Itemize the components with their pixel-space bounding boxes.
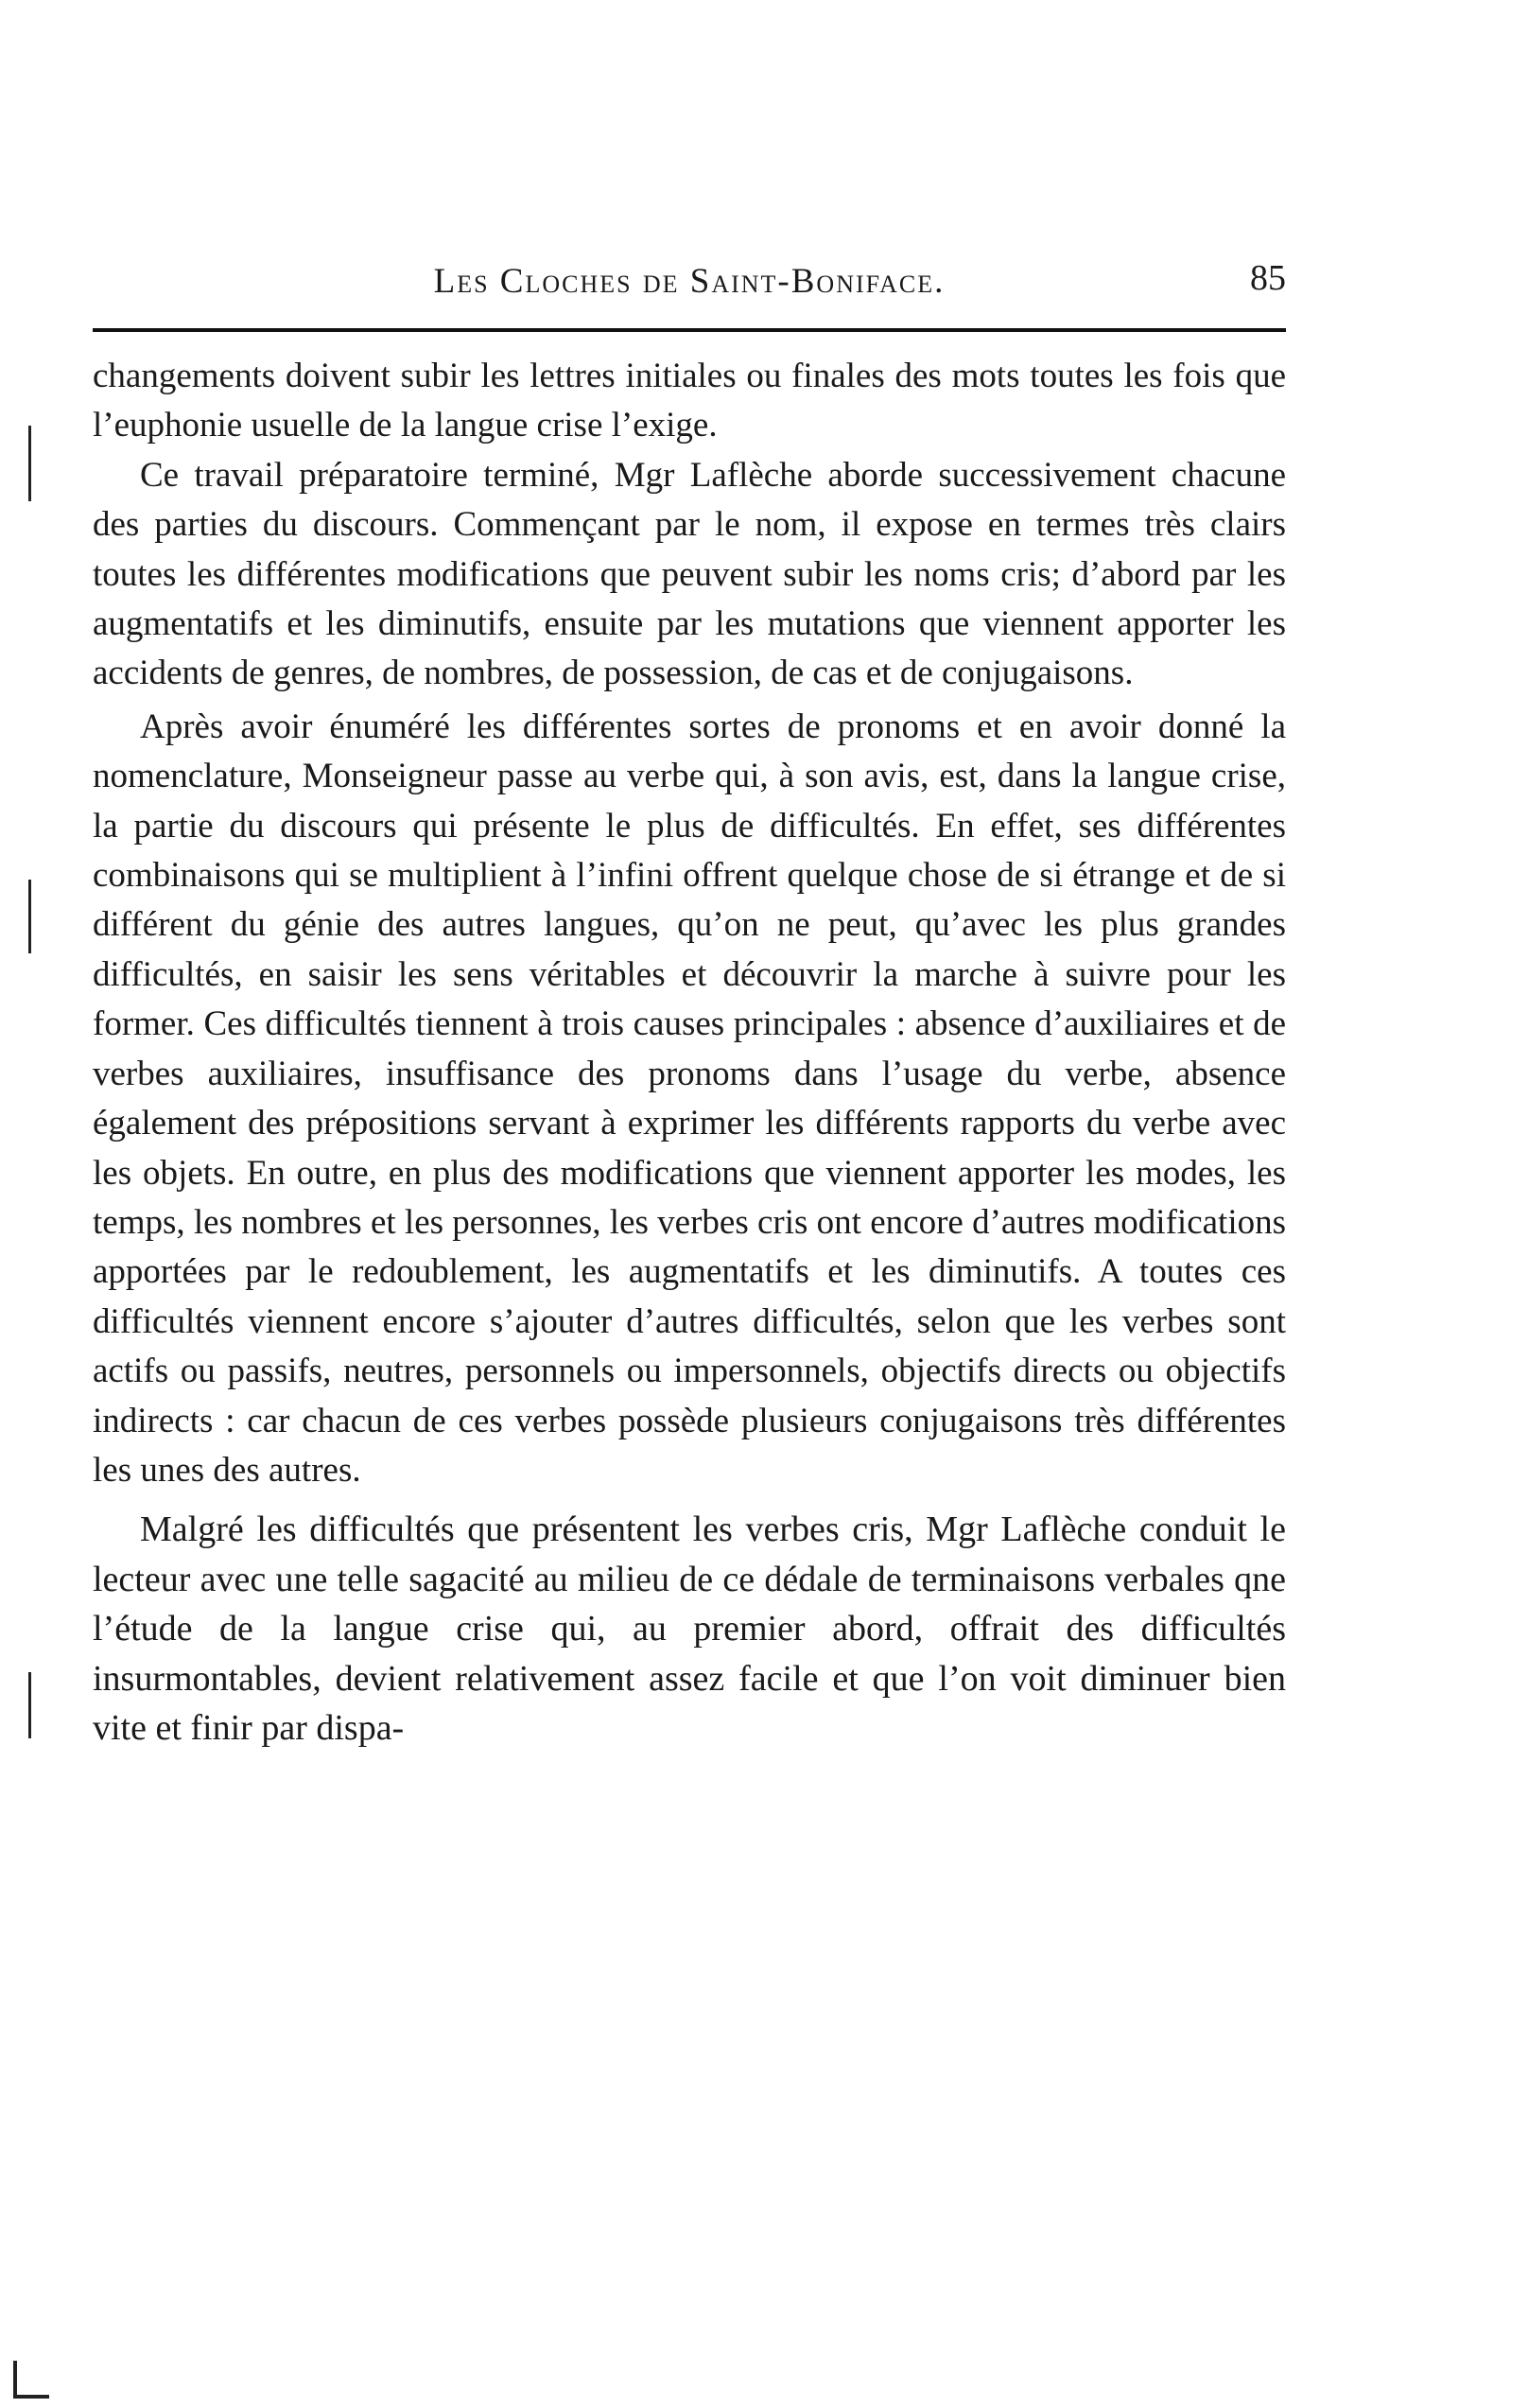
paragraph: Ce travail préparatoire terminé, Mgr Laflèche aborde successivement chacune des parties du discours. Commençant par le nom, il expose en termes très clairs toutes les différentes modifications que peuvent subir les noms cris; d’abord par les augmentatifs et les diminutifs, ensuite par les mutations que viennent apporter les accidents de genres, de nombres, de possession, de cas et de conjugaisons. xyxy=(93,455,1286,693)
page-header xyxy=(93,253,1286,314)
page-number: 85 xyxy=(1250,258,1286,298)
paragraph-continued: changements doivent subir les lettres initiales ou finales des mots toutes les fois que l’euphonie usuelle de la langue crise l’exige. xyxy=(93,357,1286,445)
margin-mark xyxy=(28,426,31,501)
corner-mark xyxy=(13,2395,49,2399)
header-rule xyxy=(93,328,1286,332)
body-text xyxy=(93,352,1286,1753)
paragraph: Après avoir énuméré les différentes sortes de pronoms et en avoir donné la nomenclature, Monseigneur passe au verbe qui, à son avis, est, dans la langue crise, la partie du discours qui présente le plus de difficultés. En effet, ses différentes combinaisons qui se multiplient à l’infini offrent quelque chose de si étrange et de si différent du génie des autres langues, qu’on ne peut, qu’avec les plus grandes difficultés, en saisir les sens véritables et découvrir la marche à suivre pour les former. Ces difficultés tiennent à trois causes principales : absence d’auxiliaires et de verbes auxiliaires, insuffisance des pronoms dans l’usage du verbe, absence également des prépositions servant à exprimer les différents rapports du verbe avec les objets. En outre, en plus des modifications que viennent apporter les modes, les temps, les nombres et les personnes, les verbes cris ont encore d’autres modifications apportées par le redoublement, les augmentatifs et les diminutifs. A toutes ces difficultés viennent encore s’ajouter d’autres difficultés, selon que les verbes sont actifs ou passifs, neutres, personnels ou impersonnels, objectifs directs ou objectifs indirects : car chacun de ces verbes possède plusieurs conjugaisons très différentes les unes des autres. xyxy=(93,707,1286,1490)
margin-mark xyxy=(28,880,31,953)
margin-mark xyxy=(28,1672,31,1738)
corner-mark xyxy=(13,2361,17,2399)
running-title: Les Cloches de Saint-Boniface. xyxy=(433,262,946,301)
paragraph: Malgré les difficultés que présentent les verbes cris, Mgr Laflèche conduit le lecteur avec une telle sagacité au milieu de ce dédale de terminaisons verbales qne l’étude de la langue crise qui, au premier abord, offrait des difficultés insurmontables, devient relativement assez facile et que l’on voit diminuer bien vite et finir par dispa- xyxy=(93,1509,1286,1748)
